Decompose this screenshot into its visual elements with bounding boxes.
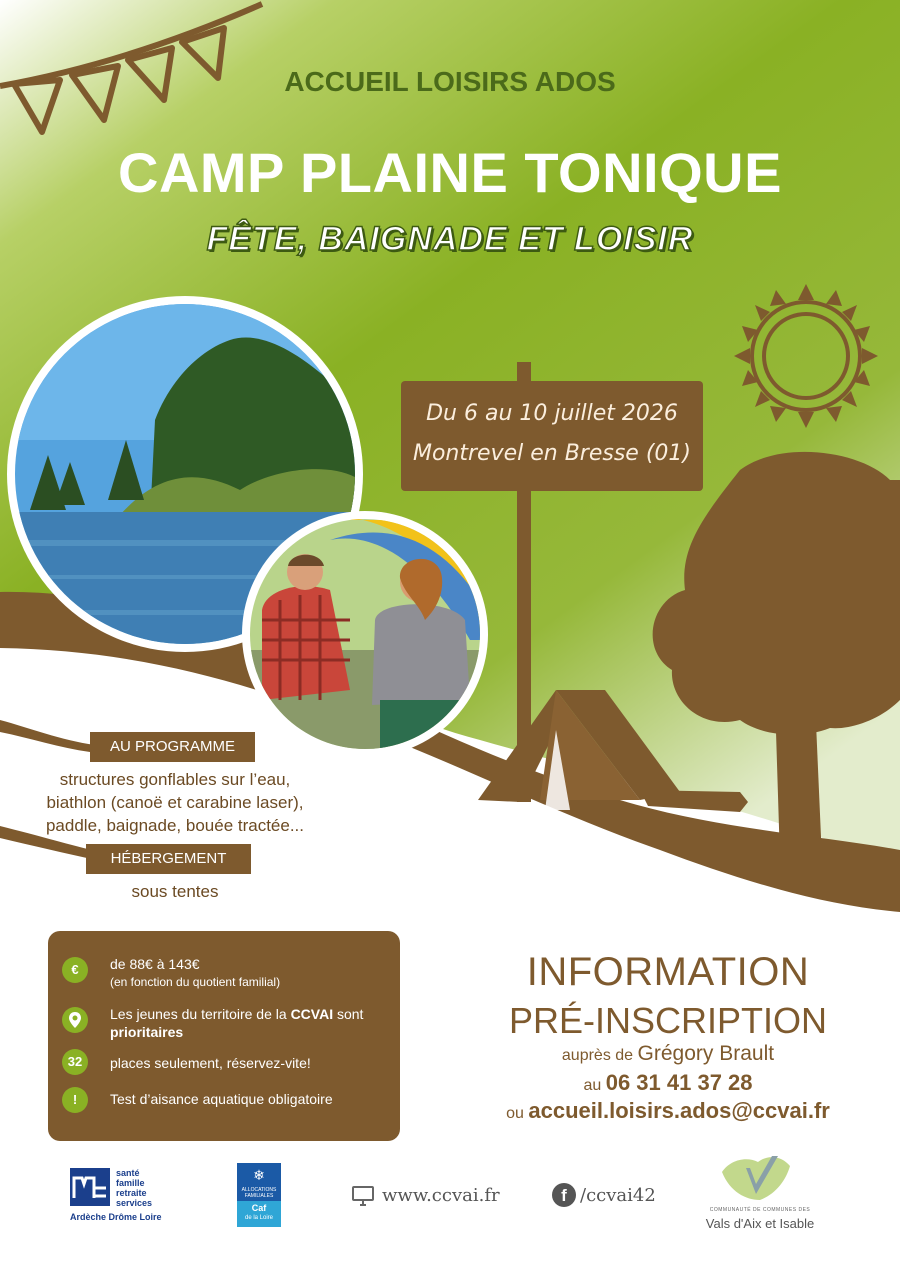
caf-name: Caf — [251, 1203, 267, 1213]
programme-label: AU PROGRAMME — [90, 732, 255, 762]
contact-phone — [470, 1070, 866, 1096]
caf-snowflake-icon: ❄ — [253, 1167, 265, 1183]
contact-person — [470, 1042, 866, 1066]
date-location-sign — [401, 381, 703, 491]
msa-line: santé — [116, 1168, 140, 1178]
programme-line: biathlon (canoë et carabine laser), — [46, 793, 304, 812]
caf-region: de la Loire — [244, 1215, 274, 1221]
caf-tagline — [237, 1187, 281, 1199]
sign-dates: Du 6 au 10 juillet 2026 — [426, 401, 678, 426]
contact-phone-pre: au — [583, 1077, 606, 1094]
priority-pre: Les jeunes du territoire de la — [110, 1006, 291, 1022]
website-link[interactable]: www.ccvai.fr — [382, 1185, 500, 1206]
programme-line: paddle, baignade, bouée tractée... — [45, 816, 305, 835]
contact-person-pre: auprès de — [561, 1047, 638, 1064]
priority-org: CCVAI — [290, 1006, 334, 1022]
price-note: (en fonction du quotient familial) — [110, 975, 281, 989]
test-text: Test d’aisance aquatique obligatoire — [110, 1091, 333, 1107]
programme-line: structures gonflables sur l’eau, — [59, 770, 291, 789]
msa-line: famille — [116, 1178, 145, 1188]
price-value: de 88€ à 143€ — [110, 956, 200, 972]
ccvai-small: COMMUNAUTÉ DE COMMUNES DES — [709, 1207, 811, 1213]
places-text: places seulement, réservez-vite! — [110, 1055, 311, 1071]
msa-mark — [70, 1168, 110, 1206]
priority-text — [110, 1005, 390, 1041]
caf-logo — [237, 1163, 281, 1227]
location-pin-icon — [62, 1007, 88, 1033]
priority-strong: prioritaires — [110, 1024, 184, 1040]
facebook-link[interactable]: /ccvai42 — [580, 1185, 656, 1206]
msa-region: Ardèche Drôme Loire — [70, 1212, 162, 1222]
msa-tagline — [116, 1168, 152, 1208]
caf-line: ALLOCATIONS — [241, 1187, 277, 1193]
caf-line: FAMILIALES — [244, 1193, 274, 1199]
hebergement-text: sous tentes — [131, 882, 219, 901]
euro-icon: € — [62, 957, 88, 983]
info-box — [48, 931, 400, 1141]
caf-bottom — [237, 1201, 281, 1227]
contact-email — [470, 1098, 866, 1124]
monitor-icon — [352, 1186, 372, 1204]
contact-email-pre: ou — [506, 1105, 529, 1122]
ccvai-name: Vals d'Aix et Isable — [705, 1216, 815, 1231]
places-count-badge: 32 — [62, 1049, 88, 1075]
msa-line: services — [116, 1198, 153, 1208]
header-tagline: FÊTE, BAIGNADE ET LOISIR — [206, 220, 694, 258]
ccvai-logo — [690, 1150, 830, 1240]
hebergement-label: HÉBERGEMENT — [86, 844, 251, 874]
facebook-icon: f — [552, 1183, 576, 1207]
programme-text — [20, 768, 330, 837]
price-text — [110, 955, 380, 991]
contact-person-name: Grégory Brault — [637, 1042, 775, 1065]
info-title: INFORMATION — [526, 950, 810, 994]
msa-line: retraite — [116, 1188, 147, 1198]
msa-logo — [70, 1168, 170, 1226]
header-title: CAMP PLAINE TONIQUE — [118, 141, 782, 204]
phone-link[interactable]: 06 31 41 37 28 — [605, 1070, 753, 1095]
header-subtitle: ACCUEIL LOISIRS ADOS — [284, 66, 616, 97]
info-subtitle: PRÉ-INSCRIPTION — [508, 1000, 828, 1041]
warning-icon: ! — [62, 1087, 88, 1113]
sign-location: Montrevel en Bresse (01) — [412, 441, 691, 466]
ccvai-map-icon — [716, 1150, 796, 1206]
priority-mid: sont — [333, 1006, 364, 1022]
email-link[interactable]: accueil.loisirs.ados@ccvai.fr — [528, 1098, 830, 1123]
